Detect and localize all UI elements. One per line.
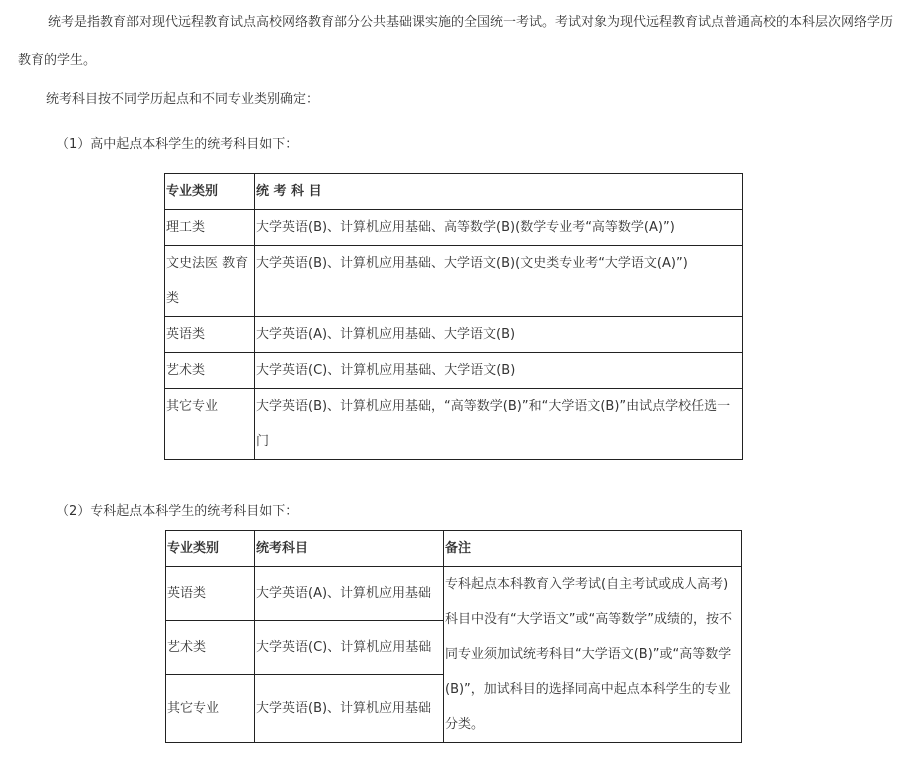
subjects-cell: 大学英语(B)、计算机应用基础，“高等数学(B)”和“大学语文(B)”由试点学校任选一门: [255, 389, 743, 460]
category-cell: 艺术类: [166, 621, 255, 675]
subjects-cell: 大学英语(B)、计算机应用基础、大学语文(B)(文史类专业考“大学语文(A)”): [255, 246, 743, 317]
table-row: [165, 317, 743, 353]
subjects-cell: 大学英语(C)、计算机应用基础: [255, 621, 444, 675]
table-row: [166, 567, 742, 621]
category-cell: 英语类: [166, 567, 255, 621]
section1-table: [164, 173, 743, 460]
category-cell: 理工类: [165, 210, 255, 246]
section2-heading: （2）专科起点本科学生的统考科目如下：: [56, 504, 299, 519]
category-cell: 文史法医 教育类: [165, 246, 255, 317]
basis-paragraph: 统考科目按不同学历起点和不同专业类别确定：: [46, 92, 320, 107]
subjects-cell: 大学英语(A)、计算机应用基础: [255, 567, 444, 621]
category-cell: 艺术类: [165, 353, 255, 389]
category-cell: 英语类: [165, 317, 255, 353]
table-header-row: [165, 174, 743, 210]
table-header-row: [166, 531, 742, 567]
section1-heading: （1）高中起点本科学生的统考科目如下：: [56, 137, 299, 152]
header-subjects: 统 考 科 目: [255, 174, 743, 210]
header-note: 备注: [444, 531, 742, 567]
category-cell: 其它专业: [166, 675, 255, 743]
subjects-cell: 大学英语(B)、计算机应用基础: [255, 675, 444, 743]
section2-table: [165, 530, 742, 743]
subjects-cell: 大学英语(B)、计算机应用基础、高等数学(B)(数学专业考“高等数学(A)”): [255, 210, 743, 246]
subjects-cell: 大学英语(A)、计算机应用基础、大学语文(B): [255, 317, 743, 353]
table-row: [165, 210, 743, 246]
category-cell: 其它专业: [165, 389, 255, 460]
header-category: 专业类别: [166, 531, 255, 567]
table-row: [165, 246, 743, 317]
header-category: 专业类别: [165, 174, 255, 210]
table-row: [165, 389, 743, 460]
subjects-cell: 大学英语(C)、计算机应用基础、大学语文(B): [255, 353, 743, 389]
header-subjects: 统考科目: [255, 531, 444, 567]
table-row: [165, 353, 743, 389]
intro-paragraph: 统考是指教育部对现代远程教育试点高校网络教育部分公共基础课实施的全国统一考试。考试对象为现代远程教育试点普通高校的本科层次网络学历教育的学生。: [18, 15, 894, 68]
note-cell: 专科起点本科教育入学考试(自主考试或成人高考)科目中没有“大学语文”或“高等数学”成绩的，按不同专业须加试统考科目“大学语文(B)”或“高等数学(B)”，加试科目的选择同高中起点本科学生的专业分类。: [444, 567, 742, 743]
